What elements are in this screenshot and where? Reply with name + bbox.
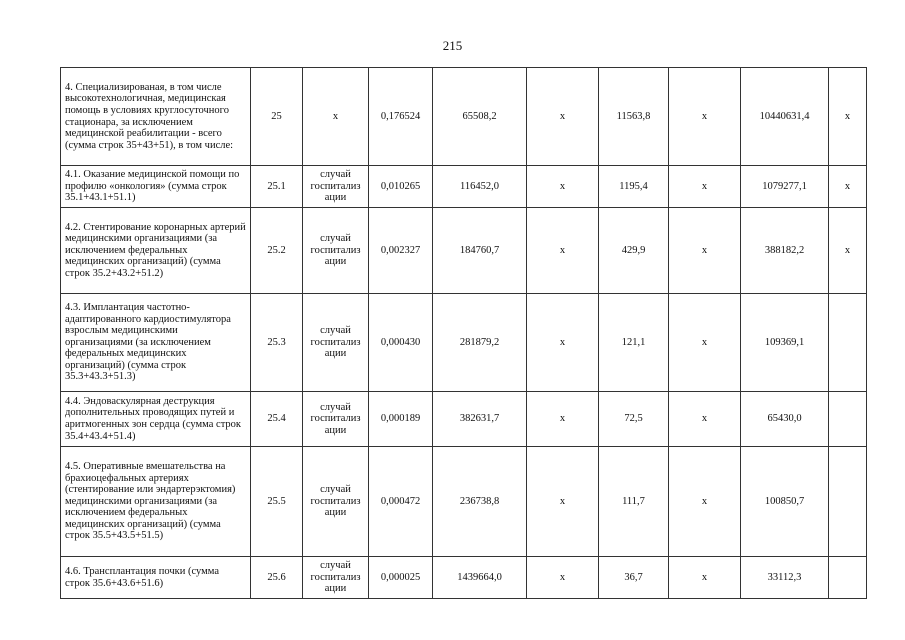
row-col6: х	[527, 447, 599, 557]
row-name: 4.5. Оперативные вмешательства на брахиоцефальных артериях (стентирование или эндартерэктомия) медицинскими организациями (за исключением федеральных медицинских организаций) (сумма строк 35.5+43.5+51.5)	[61, 447, 251, 557]
row-col7: 1195,4	[599, 166, 669, 208]
row-norm: 0,010265	[369, 166, 433, 208]
row-line-number: 25.2	[251, 208, 303, 294]
row-col8: х	[669, 166, 741, 208]
row-cost: 184760,7	[433, 208, 527, 294]
row-cost: 382631,7	[433, 392, 527, 447]
row-name: 4.4. Эндоваскулярная деструкция дополнительных проводящих путей и аритмогенных зон сердца (сумма строк 35.4+43.4+51.4)	[61, 392, 251, 447]
row-col7: 36,7	[599, 557, 669, 599]
row-line-number: 25.3	[251, 294, 303, 392]
row-cost: 236738,8	[433, 447, 527, 557]
row-cost: 116452,0	[433, 166, 527, 208]
row-col6: х	[527, 392, 599, 447]
row-line-number: 25.5	[251, 447, 303, 557]
row-cost: 65508,2	[433, 68, 527, 166]
row-col7: 72,5	[599, 392, 669, 447]
row-col8: х	[669, 392, 741, 447]
row-unit: случай госпитализ ации	[303, 557, 369, 599]
table-row	[61, 392, 867, 447]
row-line-number: 25.6	[251, 557, 303, 599]
row-unit: случай госпитализ ации	[303, 392, 369, 447]
row-col7: 111,7	[599, 447, 669, 557]
row-col10	[829, 392, 867, 447]
row-col8: х	[669, 68, 741, 166]
row-norm: 0,176524	[369, 68, 433, 166]
row-unit: случай госпитализ ации	[303, 208, 369, 294]
table-row	[61, 447, 867, 557]
row-col10	[829, 294, 867, 392]
row-norm: 0,000189	[369, 392, 433, 447]
row-line-number: 25.4	[251, 392, 303, 447]
row-cost: 281879,2	[433, 294, 527, 392]
row-col6: х	[527, 557, 599, 599]
row-name: 4.2. Стентирование коронарных артерий медицинскими организациями (за исключением федеральных медицинских организаций) (сумма строк 35.2+43.2+51.2)	[61, 208, 251, 294]
row-col9: 100850,7	[741, 447, 829, 557]
row-norm: 0,000430	[369, 294, 433, 392]
row-col10	[829, 447, 867, 557]
row-line-number: 25	[251, 68, 303, 166]
row-norm: 0,000472	[369, 447, 433, 557]
row-name: 4.3. Имплантация частотно-адаптированного кардиостимулятора взрослым медицинскими организациями (за исключением федеральных медицинских организаций) (сумма строк 35.3+43.3+51.3)	[61, 294, 251, 392]
table-row	[61, 557, 867, 599]
row-col9: 33112,3	[741, 557, 829, 599]
row-col8: х	[669, 557, 741, 599]
row-col9: 1079277,1	[741, 166, 829, 208]
row-col9: 65430,0	[741, 392, 829, 447]
row-col9: 388182,2	[741, 208, 829, 294]
row-col8: х	[669, 447, 741, 557]
row-cost: 1439664,0	[433, 557, 527, 599]
row-col8: х	[669, 208, 741, 294]
row-norm: 0,002327	[369, 208, 433, 294]
row-col6: х	[527, 68, 599, 166]
row-col7: 121,1	[599, 294, 669, 392]
row-col10: х	[829, 208, 867, 294]
table-row	[61, 294, 867, 392]
table-row	[61, 166, 867, 208]
row-col10	[829, 557, 867, 599]
row-col9: 10440631,4	[741, 68, 829, 166]
row-line-number: 25.1	[251, 166, 303, 208]
table-row	[61, 208, 867, 294]
row-col9: 109369,1	[741, 294, 829, 392]
row-col6: х	[527, 294, 599, 392]
row-unit: случай госпитализ ации	[303, 447, 369, 557]
row-name: 4.1. Оказание медицинской помощи по профилю «онкология» (сумма строк 35.1+43.1+51.1)	[61, 166, 251, 208]
row-col7: 429,9	[599, 208, 669, 294]
row-col6: х	[527, 166, 599, 208]
row-unit: случай госпитализ ации	[303, 294, 369, 392]
row-col6: х	[527, 208, 599, 294]
page-number: 215	[442, 38, 463, 53]
row-name: 4.6. Трансплантация почки (сумма строк 35.6+43.6+51.6)	[61, 557, 251, 599]
report-table	[60, 67, 867, 599]
row-name: 4. Специализированая, в том числе высокотехнологичная, медицинская помощь в условиях круглосуточного стационара, за исключением медицинской реабилитации - всего (сумма строк 35+43+51), в том числе:	[61, 68, 251, 166]
row-col10: х	[829, 68, 867, 166]
row-unit: х	[303, 68, 369, 166]
row-unit: случай госпитализ ации	[303, 166, 369, 208]
row-col10: х	[829, 166, 867, 208]
table-row	[61, 68, 867, 166]
row-col7: 11563,8	[599, 68, 669, 166]
row-norm: 0,000025	[369, 557, 433, 599]
row-col8: х	[669, 294, 741, 392]
